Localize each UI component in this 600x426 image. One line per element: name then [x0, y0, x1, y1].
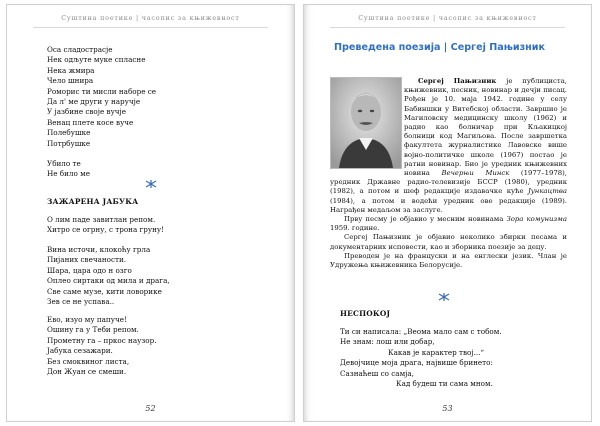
- poem-line: Не било ме: [47, 169, 90, 179]
- poem-line: Оплео сиртаки од мила и драга,: [47, 276, 170, 286]
- ornament-icon: [438, 293, 450, 301]
- poem-right-block: [340, 327, 502, 389]
- header-rule-left: [33, 27, 268, 28]
- poem-line: Шара, цара одо н озго: [47, 265, 132, 275]
- poem2-title: ЗАЖАРЕНА ЈАБУКА: [47, 197, 139, 206]
- poem-line: Хитро се огрну, с трона груну!: [47, 225, 165, 235]
- poem-line: Оса сладострасје: [47, 45, 113, 54]
- poem-line: Девојчице моја драга, највише бринето:: [340, 358, 493, 368]
- poem-line: Полебушке: [47, 128, 91, 138]
- poem-line: Да л' ме други у наручје: [47, 97, 141, 107]
- poem-line: Сазнаћеш со самја,: [340, 368, 414, 378]
- bio-paragraph: Сергеј Пањизник је објавио неколико збирки песама и документарних исповести, као и зборника поезије за децу.: [330, 233, 567, 251]
- poem-line: Без смоквиног листа,: [47, 356, 130, 366]
- poem-line: Чело шнира: [47, 76, 94, 86]
- section-title: Преведена поезија | Сергеј Пањизник: [334, 42, 546, 53]
- poem-line: Дон Жуан се смеши.: [47, 367, 127, 377]
- poem2-stanza1: [47, 215, 164, 236]
- poem2-stanza3: [47, 315, 157, 377]
- poem-line: Нека жмира: [47, 65, 95, 75]
- poem-line: Вина источи, клокоћу грла: [47, 245, 151, 254]
- poem-line: Не знам: лош или добар,: [340, 337, 435, 347]
- poem-line: Роморис ти мисли набоpe се: [47, 86, 157, 96]
- running-head-right: Суштина поетике | часопис за књижевност: [358, 14, 537, 22]
- poem-line: Прометну га – пркос наузор.: [47, 335, 157, 345]
- left-page: [6, 4, 295, 422]
- poem-line: Кад будеш ти сама мном.: [396, 379, 493, 389]
- author-name: Сергеј Пањизник: [418, 77, 497, 85]
- poem-line: Какав је карактер твој...“: [388, 347, 485, 357]
- poem-line: Све саме музе, кити ловорике: [47, 286, 162, 296]
- page-number-right: 53: [442, 404, 453, 413]
- poem-line: Венац плете косе вуче: [47, 117, 134, 127]
- poem-line: У јазбине своје вучје: [47, 107, 127, 117]
- bio-paragraph: Сергеј Пањизник је публициста, књижевник, песник, новинар и дечји писац. Рођен је 10. маја 1942. године у селу Бабиншки у Витебској области. Завршио је Мaгиловску медицинску школу (1962) и радио као болничар при Кљакицкој болници код Магиљова. После завршетка факултета журналистике Лавовске више војно-политичке школе (1967) постао је ратни новинар. Био је уредник књижевних новина Вечерњи Минск (1977–1978), уредник Државне радио-телевизије БССР (1980), уредник (1982), а потом и шеф редакције издавачке куће Јункацтва (1984), а потом и водећи уредник ове редакције (1989). Награђен медаљом за заслуге.: [330, 77, 567, 214]
- poem-line: Потрбушке: [47, 138, 91, 148]
- bio-paragraph: Преводен је на француски и на енглески језик. Члан је Удружења књижевника Белорусије.: [330, 251, 567, 270]
- running-head-left: Суштина поетике | часопис за књижевност: [61, 14, 240, 22]
- poem-line: Јабука сезажари.: [47, 346, 113, 356]
- right-page: [303, 4, 592, 422]
- book-spread: [6, 4, 594, 422]
- poem-title-right: НЕСПОКОЈ: [340, 309, 391, 318]
- poem-line: Пијаних свечаности.: [47, 255, 127, 265]
- poem-line: Ево, изуо му папуче!: [47, 315, 127, 324]
- poem-line: Нек одљуте муке спласне: [47, 55, 146, 65]
- ornament-icon: [145, 180, 157, 188]
- poem-line: Убило те: [47, 159, 81, 169]
- poem-line: Ошину га у Теби репом.: [47, 325, 139, 335]
- poem-line: Ти си написала: „Веома мало сам с тобом.: [340, 327, 502, 336]
- page-number-left: 52: [145, 404, 156, 413]
- author-bio: [330, 77, 567, 270]
- bio-paragraph: Прву песму је објавио у месним новинама Зора комунизма 1959. године.: [330, 215, 567, 233]
- poem-line: Зев се не успава..: [47, 297, 115, 307]
- poem-line: О лим паде завитлан репом.: [47, 215, 156, 224]
- poem2-stanza2: [47, 245, 170, 307]
- poem1-block: [47, 45, 156, 180]
- header-rule-right: [330, 27, 565, 28]
